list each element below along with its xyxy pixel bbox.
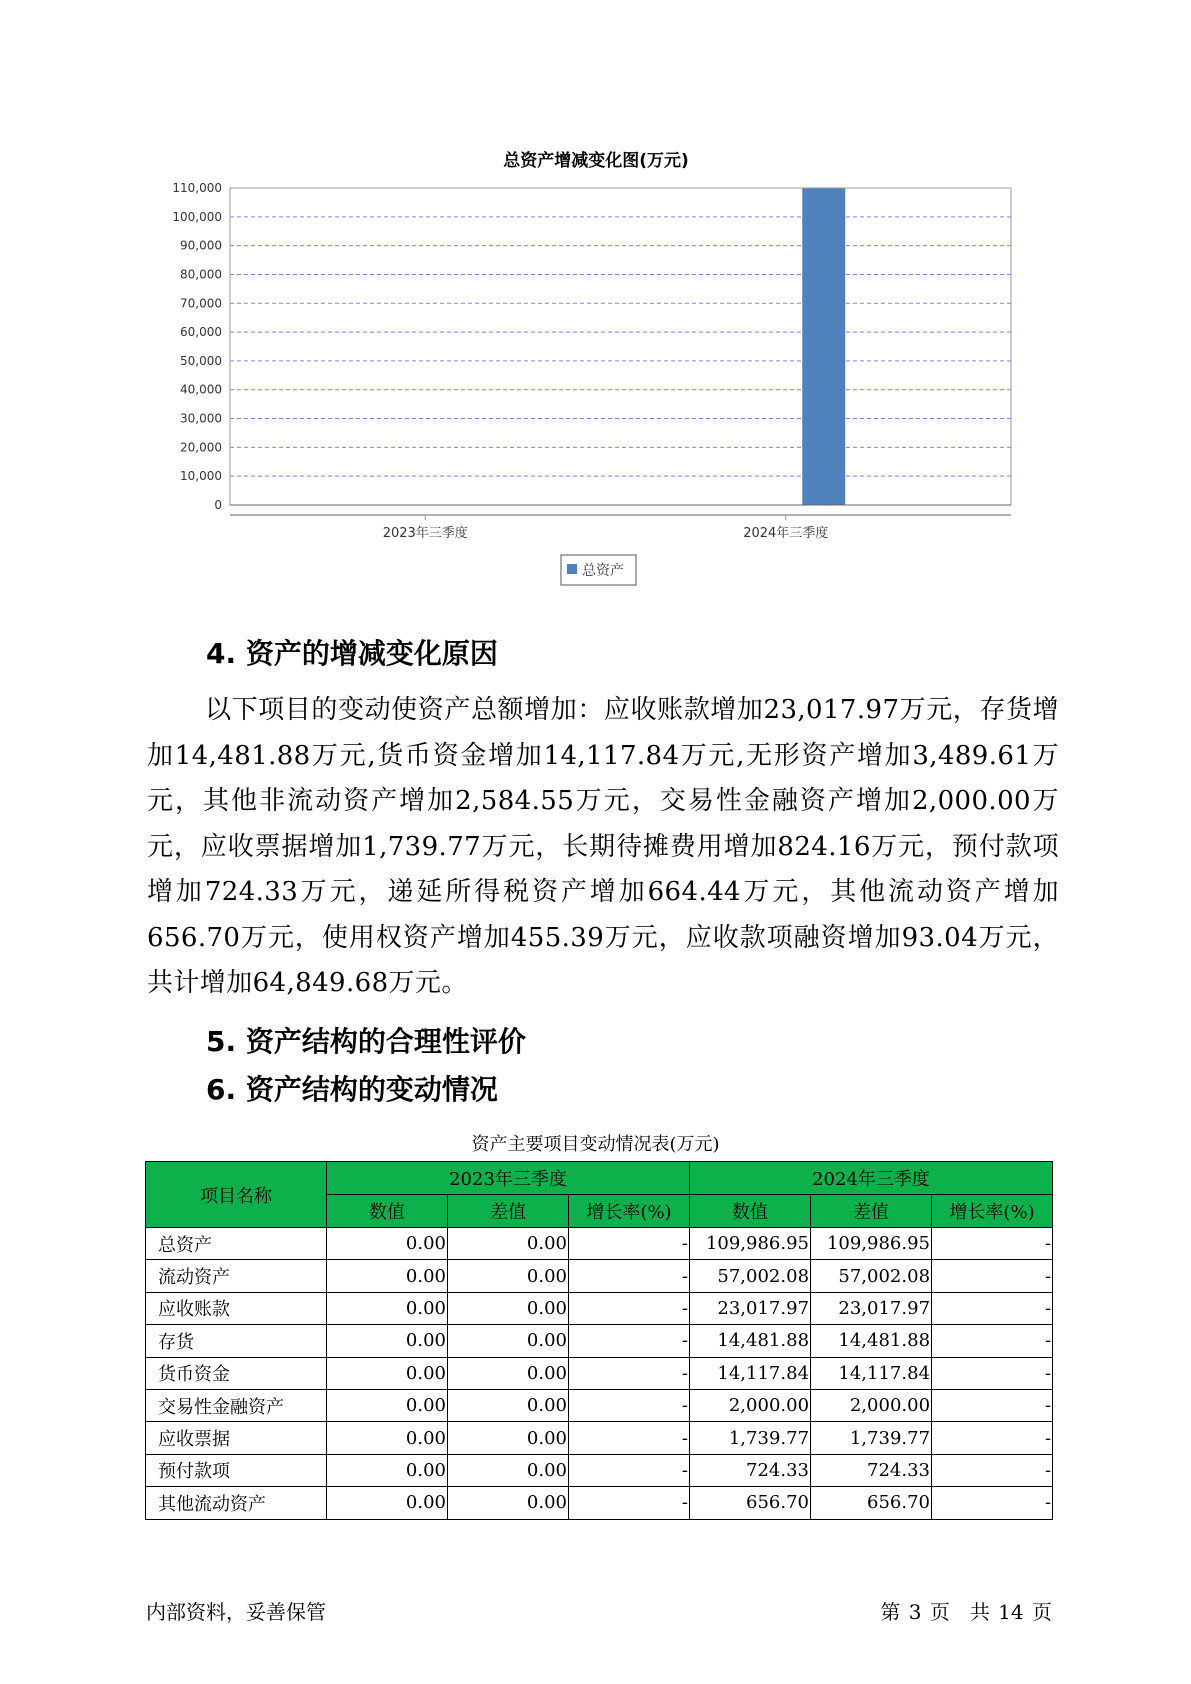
footer-page-number: 第 3 页 共 14 页	[880, 1600, 1052, 1624]
value-2024-cell: 2,000.00	[690, 1389, 811, 1421]
diff-2024-cell: 1,739.77	[811, 1422, 932, 1454]
y-tick-label: 40,000	[180, 382, 222, 397]
growth-2023-cell: -	[569, 1260, 690, 1292]
diff-2024-cell: 14,481.88	[811, 1325, 932, 1357]
chart-gridlines	[230, 188, 1011, 476]
diff-2024-cell: 656.70	[811, 1487, 932, 1519]
growth-2024-cell: -	[932, 1260, 1053, 1292]
x-axis-tick-labels	[383, 515, 829, 541]
table-row	[146, 1325, 1053, 1357]
row-name-cell: 流动资产	[146, 1260, 327, 1292]
value-2023-cell: 0.00	[327, 1487, 448, 1519]
y-tick-label: 60,000	[180, 325, 222, 340]
diff-2024-cell: 109,986.95	[811, 1228, 932, 1260]
value-2023-cell: 0.00	[327, 1357, 448, 1389]
row-name-cell: 应收账款	[146, 1292, 327, 1324]
table-row	[146, 1422, 1053, 1454]
y-tick-label: 90,000	[180, 238, 222, 253]
y-tick-label: 30,000	[180, 411, 222, 426]
value-2024-cell: 14,481.88	[690, 1325, 811, 1357]
diff-2024-cell: 57,002.08	[811, 1260, 932, 1292]
growth-2024-cell: -	[932, 1357, 1053, 1389]
growth-2023-cell: -	[569, 1292, 690, 1324]
diff-2023-cell: 0.00	[448, 1487, 569, 1519]
growth-2024-cell: -	[932, 1292, 1053, 1324]
total-assets-bar-chart	[0, 0, 1191, 600]
value-2024-cell: 1,739.77	[690, 1422, 811, 1454]
col-header-diff: 差值	[811, 1195, 932, 1228]
col-header-period-2024: 2024年三季度	[690, 1162, 1053, 1195]
table-row	[146, 1389, 1053, 1421]
growth-2024-cell: -	[932, 1454, 1053, 1486]
diff-2024-cell: 2,000.00	[811, 1389, 932, 1421]
diff-2023-cell: 0.00	[448, 1422, 569, 1454]
value-2024-cell: 14,117.84	[690, 1357, 811, 1389]
chart-title: 总资产增减变化图(万元)	[503, 151, 689, 171]
row-name-cell: 总资产	[146, 1228, 327, 1260]
growth-2023-cell: -	[569, 1357, 690, 1389]
row-name-cell: 预付款项	[146, 1454, 327, 1486]
x-tick-label: 2024年三季度	[743, 526, 829, 541]
value-2023-cell: 0.00	[327, 1389, 448, 1421]
value-2023-cell: 0.00	[327, 1422, 448, 1454]
y-tick-label: 100,000	[172, 209, 222, 224]
row-name-cell: 应收票据	[146, 1422, 327, 1454]
table-row	[146, 1292, 1053, 1324]
y-tick-label: 110,000	[172, 181, 222, 195]
table-row	[146, 1260, 1053, 1292]
col-header-growth: 增长率(%)	[932, 1195, 1053, 1228]
diff-2024-cell: 14,117.84	[811, 1357, 932, 1389]
value-2023-cell: 0.00	[327, 1325, 448, 1357]
diff-2024-cell: 23,017.97	[811, 1292, 932, 1324]
growth-2023-cell: -	[569, 1422, 690, 1454]
row-name-cell: 存货	[146, 1325, 327, 1357]
col-header-diff: 差值	[448, 1195, 569, 1228]
x-tick-label: 2023年三季度	[382, 526, 468, 541]
col-header-item-name: 项目名称	[146, 1162, 327, 1228]
table-caption: 资产主要项目变动情况表(万元)	[471, 1134, 720, 1155]
growth-2023-cell: -	[569, 1454, 690, 1486]
asset-change-paragraph: 以下项目的变动使资产总额增加：应收账款增加23,017.97万元，存货增加14,481.88万元,货币资金增加14,117.84万元,无形资产增加3,489.61万元，其他非流动资产增加2,584.55万元，交易性金融资产增加2,000.00万元，应收票据增加1,739.77万元，长期待摊费用增加824.16万元，预付款项增加724.33万元，递延所得税资产增加664.44万元，其他流动资产增加656.70万元，使用权资产增加455.39万元，应收款项融资增加93.04万元，共计增加64,849.68万元。	[147, 695, 1059, 998]
col-header-period-2023: 2023年三季度	[327, 1162, 690, 1195]
bar	[802, 188, 845, 505]
diff-2023-cell: 0.00	[448, 1260, 569, 1292]
value-2023-cell: 0.00	[327, 1292, 448, 1324]
value-2024-cell: 57,002.08	[690, 1260, 811, 1292]
row-name-cell: 交易性金融资产	[146, 1389, 327, 1421]
growth-2024-cell: -	[932, 1389, 1053, 1421]
value-2024-cell: 656.70	[690, 1487, 811, 1519]
value-2024-cell: 724.33	[690, 1454, 811, 1486]
y-tick-label: 0	[214, 498, 222, 512]
growth-2024-cell: -	[932, 1325, 1053, 1357]
y-tick-label: 20,000	[180, 440, 222, 455]
value-2023-cell: 0.00	[327, 1454, 448, 1486]
table-row	[146, 1487, 1053, 1519]
diff-2023-cell: 0.00	[448, 1389, 569, 1421]
growth-2023-cell: -	[569, 1389, 690, 1421]
footer-confidential-note: 内部资料，妥善保管	[146, 1600, 326, 1624]
table-row	[146, 1228, 1053, 1260]
table-row	[146, 1454, 1053, 1486]
y-axis-tick-labels	[172, 181, 222, 512]
diff-2023-cell: 0.00	[448, 1325, 569, 1357]
value-2023-cell: 0.00	[327, 1228, 448, 1260]
chart-bars	[802, 188, 845, 505]
col-header-value: 数值	[327, 1195, 448, 1228]
row-name-cell: 其他流动资产	[146, 1487, 327, 1519]
value-2023-cell: 0.00	[327, 1260, 448, 1292]
growth-2024-cell: -	[932, 1228, 1053, 1260]
value-2024-cell: 23,017.97	[690, 1292, 811, 1324]
growth-2024-cell: -	[932, 1422, 1053, 1454]
y-tick-label: 70,000	[180, 296, 222, 311]
diff-2023-cell: 0.00	[448, 1357, 569, 1389]
chart-legend	[561, 555, 636, 585]
growth-2023-cell: -	[569, 1487, 690, 1519]
table-body	[146, 1228, 1053, 1520]
diff-2023-cell: 0.00	[448, 1228, 569, 1260]
table-row	[146, 1357, 1053, 1389]
col-header-growth: 增长率(%)	[569, 1195, 690, 1228]
row-name-cell: 货币资金	[146, 1357, 327, 1389]
y-tick-label: 10,000	[180, 469, 222, 484]
growth-2024-cell: -	[932, 1487, 1053, 1519]
section-heading-5: 5. 资产结构的合理性评价	[206, 1025, 526, 1058]
growth-2023-cell: -	[569, 1228, 690, 1260]
col-header-value: 数值	[690, 1195, 811, 1228]
value-2024-cell: 109,986.95	[690, 1228, 811, 1260]
diff-2023-cell: 0.00	[448, 1454, 569, 1486]
section-heading-4: 4. 资产的增减变化原因	[206, 637, 498, 670]
growth-2023-cell: -	[569, 1325, 690, 1357]
y-tick-label: 80,000	[180, 267, 222, 282]
legend-swatch	[567, 564, 577, 574]
legend-label: 总资产	[582, 563, 624, 579]
y-tick-label: 50,000	[180, 353, 222, 368]
section-heading-6: 6. 资产结构的变动情况	[206, 1073, 498, 1106]
diff-2023-cell: 0.00	[448, 1292, 569, 1324]
diff-2024-cell: 724.33	[811, 1454, 932, 1486]
asset-change-table	[145, 1161, 1053, 1520]
